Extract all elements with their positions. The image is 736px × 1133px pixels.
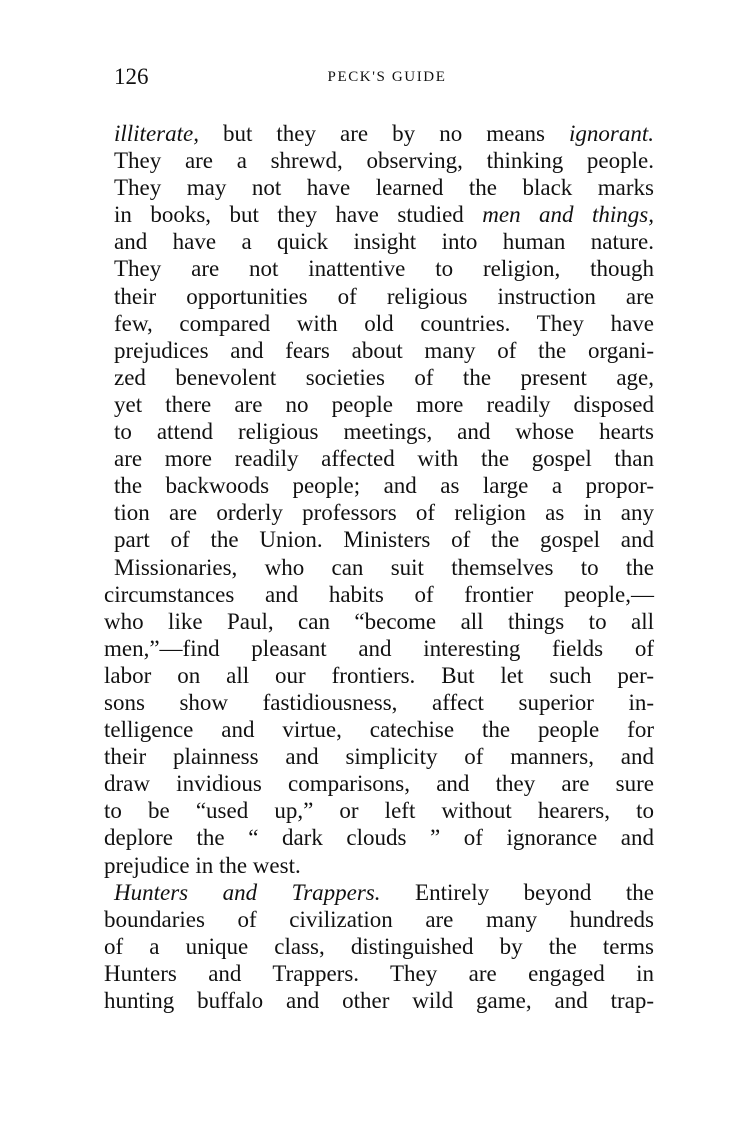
text-line: to attend religious meetings, and whose hearts: [114, 419, 654, 445]
text-line: draw invidious comparisons, and they are sure: [104, 771, 654, 797]
text-line: zed benevolent societies of the present age,: [114, 364, 654, 390]
text-line: prejudice in the west.: [104, 852, 301, 878]
italic-word: ignorant.: [569, 121, 654, 146]
text-line: to be “used up,” or left without hearers, to: [104, 798, 654, 824]
text-line: [104, 120, 654, 147]
text-line: They are not inattentive to religion, though: [114, 256, 654, 282]
text-segment: but they are by no means: [198, 121, 570, 146]
page-header: [114, 63, 660, 91]
text-line: who like Paul, can “become all things to all: [104, 608, 654, 634]
text-line: boundaries of civilization are many hundreds: [104, 906, 654, 932]
text-line: the backwoods people; and as large a propor-: [114, 473, 654, 499]
body-text: [104, 120, 654, 1014]
text-line: labor on all our frontiers. But let such per-: [104, 662, 654, 688]
text-line: prejudices and fears about many of the organi-: [114, 337, 654, 363]
text-line: [104, 879, 654, 906]
text-line: their plainness and simplicity of manners, and: [104, 744, 654, 770]
text-line: tion are orderly professors of religion as in any: [114, 500, 654, 526]
text-line: few, compared with old countries. They have: [114, 310, 654, 336]
running-head: PECK'S GUIDE: [327, 69, 447, 85]
text-line: telligence and virtue, catechise the people for: [104, 717, 654, 743]
text-line: deplore the “ dark clouds ” of ignorance and: [104, 825, 654, 851]
text-line: their opportunities of religious instruction are: [114, 283, 654, 309]
italic-word: illiterate,: [114, 121, 199, 146]
text-line: part of the Union. Ministers of the gospel and: [114, 527, 654, 553]
text-line: are more readily affected with the gospel than: [114, 446, 654, 472]
section-run-in-heading: Hunters and Trappers.: [114, 879, 381, 905]
text-line: sons show fastidiousness, affect superior in-: [104, 689, 654, 715]
text-line: yet there are no people more readily disposed: [114, 391, 654, 417]
text-line: hunting buffalo and other wild game, and trap-: [104, 988, 654, 1013]
page-number: 126: [114, 64, 149, 89]
text-line: circumstances and habits of frontier people,—: [104, 581, 654, 607]
text-segment: Entirely beyond the: [380, 879, 654, 905]
text-line: They are a shrewd, observing, thinking people.: [114, 148, 654, 174]
text-line: men,”—find pleasant and interesting fields of: [104, 635, 654, 661]
text-line: Hunters and Trappers. They are engaged in: [104, 960, 654, 986]
text-line: and have a quick insight into human nature.: [114, 229, 654, 255]
text-line: They may not have learned the black marks: [114, 175, 654, 201]
text-segment: in books, but they have studied: [114, 202, 483, 228]
italic-phrase: men and things,: [482, 202, 654, 228]
text-line: of a unique class, distinguished by the terms: [104, 933, 654, 959]
text-line: Missionaries, who can suit themselves to the: [114, 554, 654, 580]
text-line: [104, 201, 654, 228]
